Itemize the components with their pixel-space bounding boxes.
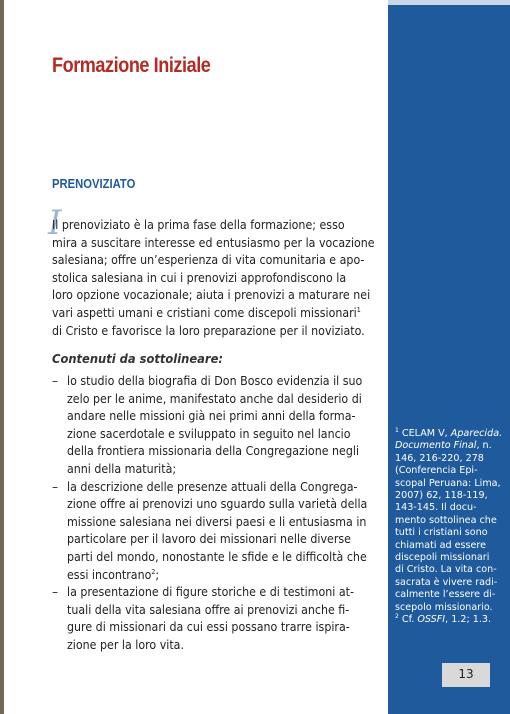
footnote-italic: Documento Final [395, 440, 477, 452]
bullet-line: lo studio della biografia di Don Bosco evidenzia il suo [67, 374, 363, 388]
intro-line: loro opzione vocazionale; aiuta i prenovizi a maturare nei [52, 288, 371, 303]
footnote-line: mento sottolinea che [395, 514, 497, 526]
footnote-mark: 1 [395, 426, 399, 434]
bullet-line: della frontiera missionaria della Congregazione negli [67, 444, 360, 459]
bullet-line: parti del mondo, nonostante le sfide e le difficoltà che [67, 550, 367, 564]
page-title: Formazione Iniziale [52, 54, 211, 77]
bullet-line-end: ; [155, 567, 160, 582]
intro-line: mira a suscitare interesse ed entusiasmo per la vocazione [52, 235, 375, 250]
footnote-ref: 2 [151, 567, 156, 576]
footnote-line: 146, 216-220, 278 [395, 452, 484, 464]
footnote-line: scepolo missionario. [395, 601, 493, 613]
sidebar-top-strip [388, 0, 510, 5]
footnote-mark: 2 [395, 612, 399, 620]
bullet-line: gure di missionari da cui essi possano trarre ispira- [67, 620, 350, 635]
footnote-line: chiamati ad essere [395, 539, 487, 551]
footnote-line: calmente l’essere di- [395, 589, 496, 601]
footnote-text: Cf. [401, 614, 418, 625]
section-heading: PRENOVIZIATO [52, 177, 136, 191]
intro-line: stolica salesiana in cui i prenovizi approfondiscono la [52, 270, 347, 285]
bullet-dash: – [52, 585, 59, 600]
footnote-line: sacrata è vivere radi- [395, 576, 498, 588]
bullet-line: zione sacerdotale e sviluppato in seguito nel lancio [67, 426, 351, 441]
bullet-line: particolare per il lavoro dei missionari nelle diverse [67, 532, 351, 547]
drop-cap: I [48, 203, 62, 243]
page-number: 13 [458, 667, 474, 681]
left-edge-strip [0, 0, 4, 714]
footnote-line: (Conferencia Epi- [395, 465, 478, 477]
footnote-ref: 1 [356, 305, 361, 314]
bullet-line: tuali della vita salesiana offre ai prenovizi anche fi- [67, 602, 350, 617]
bullet-dash: – [52, 374, 59, 388]
page-number-box [442, 663, 490, 687]
footnote-line [395, 614, 491, 626]
bullet-line: zione per la loro vita. [67, 638, 184, 652]
footnote-line: 143-145. Il docu- [395, 502, 477, 514]
bullet-line [67, 567, 343, 585]
bullet-line: zelo per le anime, manifestato anche dal desiderio di [67, 391, 362, 406]
footnote-italic: Aparecida. [450, 428, 503, 439]
footnote-line: scopal Peruana: Lima, [395, 477, 501, 489]
bullet-dash: – [52, 479, 59, 494]
footnote-italic: OSSFI [417, 614, 446, 625]
bullet-line: zione offre ai prenovizi uno sguardo sulla varietà della [67, 497, 368, 512]
footnote-line: tutti i cristiani sono [395, 527, 488, 539]
footnote-text: , n. [476, 440, 492, 452]
footnote-line: di Cristo. La vita con- [395, 564, 497, 576]
footnote-line: 2007) 62, 118-119, [395, 490, 488, 501]
footnote-text: , 1.2; 1.3. [445, 614, 492, 625]
intro-line: di Cristo e favorisce la loro preparazione per il noviziato. [52, 323, 365, 338]
bullet-line: anni della maturità; [67, 462, 177, 476]
footnote-text: CELAM V, [401, 428, 451, 439]
intro-line-text: vari aspetti umani e cristiani come discepoli missionari [52, 306, 357, 320]
bullet-line: missione salesiana nei diversi paesi e li entusiasma in [67, 514, 367, 529]
subheading: Contenuti da sottolineare: [52, 351, 223, 366]
intro-line: Il prenoviziato è la prima fase della formazione; esso [52, 218, 345, 232]
bullet-line: la descrizione delle presenze attuali della Congrega- [67, 479, 358, 494]
footnote-line [395, 440, 492, 452]
bullet-line-text: essi incontrano [67, 567, 152, 582]
bullet-line: la presentazione di figure storiche e di testimoni at- [67, 585, 354, 600]
footnote-line: discepoli missionari [395, 552, 490, 563]
bullet-line: andare nelle missioni già nei primi anni della forma- [67, 409, 356, 424]
footnote-line [395, 428, 502, 440]
intro-line: salesiana; offre un’esperienza di vita comunitaria e apo- [52, 253, 365, 268]
intro-line [52, 305, 361, 323]
